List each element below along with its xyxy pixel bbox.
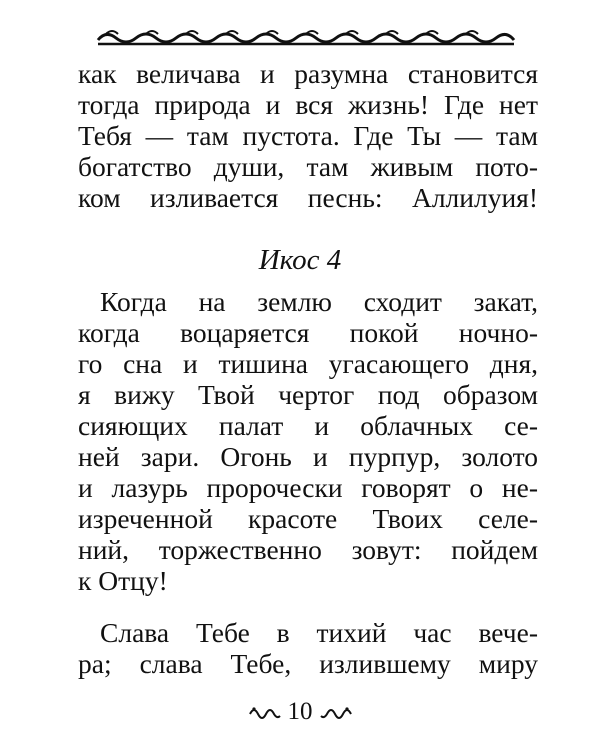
paragraph-1: [78, 58, 538, 213]
paragraph-1-line: Тебя — там пустота. Где Ты — там: [78, 120, 538, 151]
paragraph-2-line: когда воцаряется покой ночно-: [78, 317, 538, 348]
paragraph-2-line: Когда на землю сходит закат,: [100, 286, 538, 317]
paragraph-2-line: к Отцу!: [78, 565, 168, 596]
paragraph-2: [78, 286, 538, 596]
paragraph-1-line: как величава и разумна становится: [78, 58, 538, 89]
paragraph-2-line: я вижу Твой чертог под образом: [78, 379, 538, 410]
paragraph-3-line: ра; слава Тебе, излившему миру: [78, 648, 538, 679]
paragraph-2-line: сияющих палат и облачных се-: [78, 410, 538, 441]
paragraph-3: [78, 617, 538, 679]
paragraph-2-line: и лазурь пророчески говорят о не-: [78, 472, 538, 503]
paragraph-1-line: тогда природа и вся жизнь! Где нет: [78, 89, 538, 120]
paragraph-2-line: го сна и тишина угасающего дня,: [78, 348, 538, 379]
paragraph-1-line: богатство души, там живым пото-: [78, 151, 538, 182]
left-ornament-icon: [248, 704, 282, 720]
paragraph-1-line: ком изливается песнь: Аллилуия!: [78, 182, 538, 213]
page-footer: [0, 697, 600, 727]
top-ornament: [96, 26, 516, 48]
paragraph-2-line: ний, торжественно зовут: пойдем: [78, 534, 538, 565]
right-ornament-icon: [319, 704, 353, 720]
paragraph-3-line: Слава Тебе в тихий час вече-: [100, 617, 538, 648]
paragraph-2-line: ней зари. Огонь и пурпур, золото: [78, 441, 538, 472]
page-number: 10: [287, 698, 313, 725]
paragraph-2-line: изреченной красоте Твоих селе-: [78, 503, 538, 534]
section-heading: Икос 4: [258, 244, 342, 276]
